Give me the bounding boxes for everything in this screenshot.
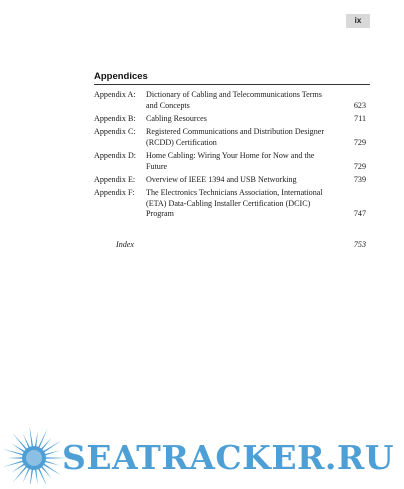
section-divider (94, 84, 370, 85)
toc-entry[interactable] (94, 90, 366, 111)
toc-entry-page: 729 (353, 161, 366, 171)
toc-entry-label: Appendix E: (94, 174, 136, 184)
watermark-text: SEATRACKER.RU (62, 438, 395, 477)
toc-entry-page: 739 (353, 174, 366, 184)
toc-entry[interactable] (94, 175, 366, 186)
toc-entry-page: 711 (354, 113, 366, 123)
toc-entry-title: Overview of IEEE 1394 and USB Networking (146, 174, 297, 184)
toc-index-page: 753 (353, 240, 366, 249)
toc-entry-title: Registered Communications and Distribution Designer (RCDD) Certification (146, 127, 325, 147)
toc-entry-title: The Electronics Technicians Association, International (ETA) Data-Cabling Installer Certification (DCIC) Program (146, 188, 323, 219)
toc-entry-label: Appendix D: (94, 151, 137, 161)
toc-list (94, 90, 366, 223)
toc-entry-title: Dictionary of Cabling and Telecommunications Terms and Concepts (146, 90, 322, 110)
toc-entry-page: 747 (353, 209, 366, 219)
toc-entry-title: Cabling Resources (146, 113, 207, 123)
toc-entry[interactable] (94, 188, 366, 220)
toc-entry-label: Appendix F: (94, 188, 135, 198)
toc-entry-label: Appendix A: (94, 90, 136, 99)
toc-index-label: Index (116, 240, 134, 249)
toc-entry[interactable] (94, 114, 366, 125)
toc-index-entry[interactable] (116, 240, 366, 249)
toc-entry-title: Home Cabling: Wiring Your Home for Now and the Future (146, 151, 315, 171)
toc-entry-label: Appendix B: (94, 113, 136, 123)
toc-entry-page: 729 (353, 137, 366, 147)
toc-entry[interactable] (94, 127, 366, 148)
toc-entry[interactable] (94, 151, 366, 172)
toc-entry-label: Appendix C: (94, 127, 136, 137)
section-title: Appendices (94, 71, 148, 82)
page-number-badge: ix (346, 14, 370, 28)
toc-entry-page: 623 (353, 100, 366, 110)
